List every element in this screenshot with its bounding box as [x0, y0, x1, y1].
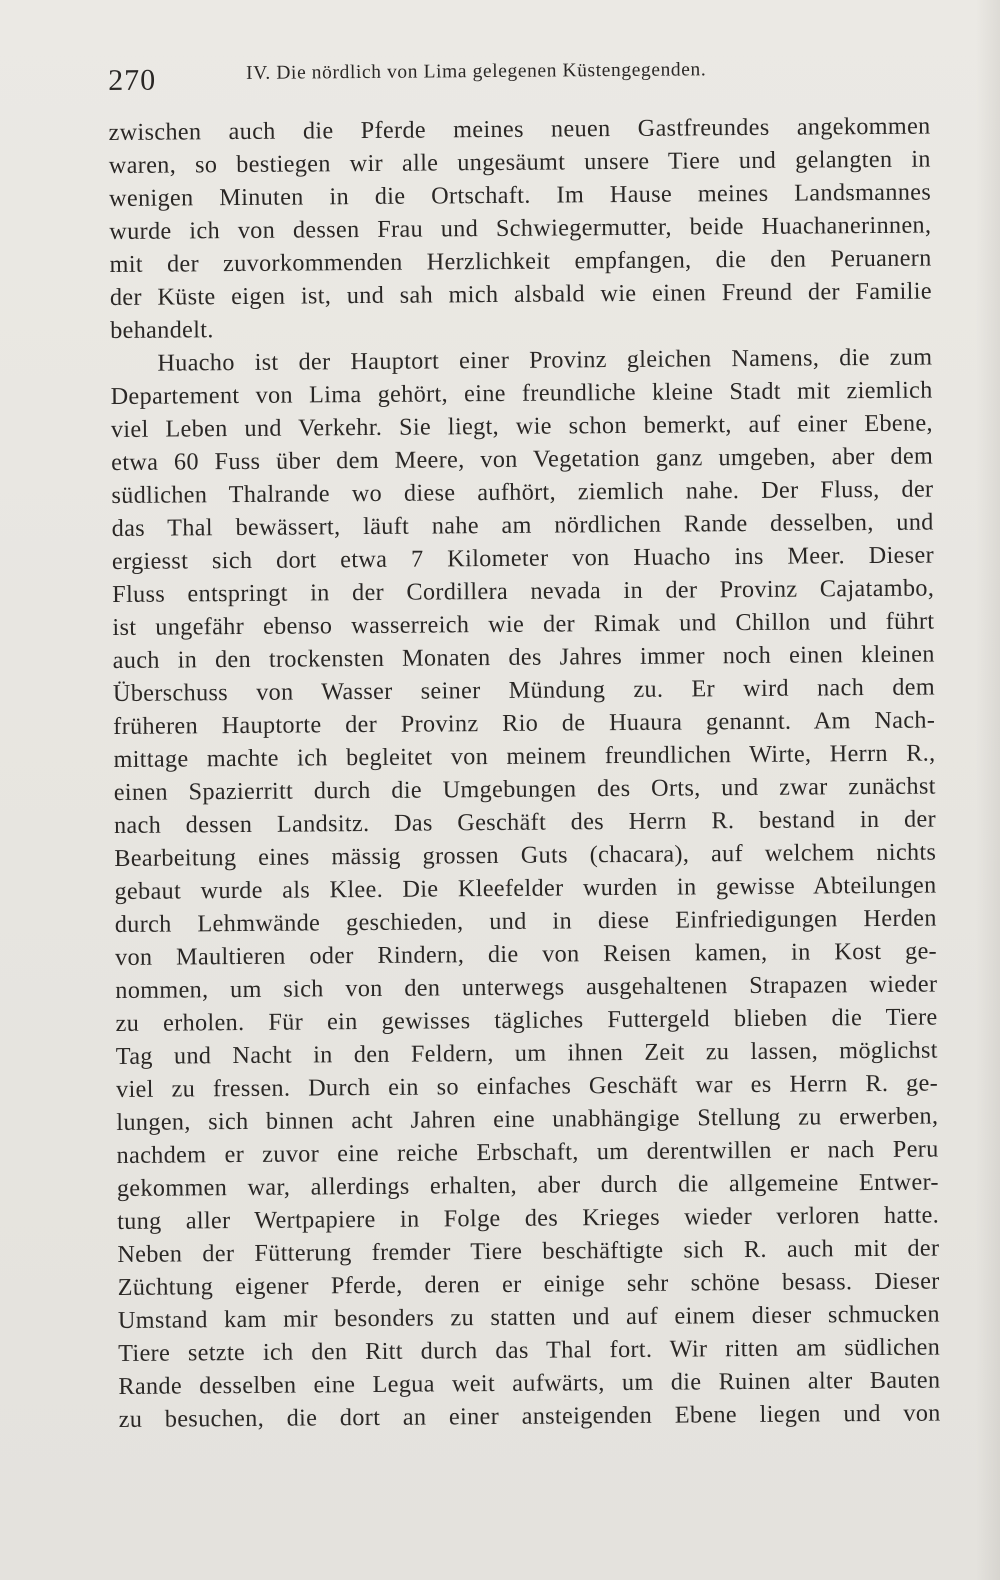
text-line: gekommen war, allerdings erhalten, aber durch die allgemeine Entwer- [116, 1168, 939, 1202]
text-line: Bearbeitung eines mässig grossen Guts (chacara), auf welchem nichts [114, 838, 937, 872]
text-line: ergiesst sich dort etwa 7 Kilometer von Huacho ins Meer. Dieser [111, 541, 935, 575]
paragraph-2 [110, 341, 942, 1580]
text-line: Züchtung eigener Pferde, deren er einige sehr schöne besass. Dieser [117, 1267, 940, 1301]
text-line: mit der zuvorkommenden Herzlichkeit empfangen, die den Peruanern [109, 244, 932, 278]
text-line: Tiere setzte ich den Ritt durch das Thal fort. Wir ritten am südlichen [118, 1333, 941, 1367]
text-line: Überschuss von Wasser seiner Mündung zu. Er wird nach dem [112, 673, 936, 707]
text-line: Departement von Lima gehört, eine freundliche kleine Stadt mit ziemlich [110, 376, 933, 410]
text-line: Neben der Fütterung fremder Tiere beschäftigte sich R. auch mit der [117, 1234, 940, 1268]
text-line: viel Leben und Verkehr. Sie liegt, wie schon bemerkt, auf einer Ebene, [110, 409, 933, 443]
text-line: früheren Hauptorte der Provinz Rio de Huaura genannt. Am Nach- [113, 706, 936, 740]
page-edge-shadow [976, 0, 1000, 1580]
running-head [108, 52, 930, 98]
text-line: Umstand kam mir besonders zu statten und auf einem dieser schmucken [117, 1300, 940, 1334]
text-line: auch in den trockensten Monaten des Jahres immer noch einen kleinen [112, 640, 935, 674]
paragraph-1 [108, 110, 932, 347]
text-line: einen Spazierritt durch die Umgebungen des Orts, und zwar zunächst [113, 772, 936, 806]
text-line: ist ungefähr ebenso wasserreich wie der Rimak und Chillon und führt [112, 607, 935, 641]
text-line: südlichen Thalrande wo diese aufhört, ziemlich nahe. Der Fluss, der [111, 475, 934, 509]
text-line: Tag und Nacht in den Feldern, um ihnen Zeit zu lassen, möglichst [115, 1036, 938, 1070]
body-text [108, 110, 942, 1580]
text-line: wurde ich von dessen Frau und Schwiegermutter, beide Huachanerinnen, [109, 211, 932, 245]
text-line: von Maultieren oder Rindern, die von Reisen kamen, in Kost ge- [114, 937, 938, 971]
text-line: der Küste eigen ist, und sah mich alsbald wie einen Freund der Familie [109, 277, 932, 311]
text-line: wenigen Minuten in die Ortschaft. Im Hause meines Landsmannes [108, 178, 932, 212]
text-line: nommen, um sich von den unterwegs ausgehaltenen Strapazen wieder [115, 970, 938, 1004]
text-line: Rande desselben eine Legua weit aufwärts, um die Ruinen alter Bauten [118, 1366, 941, 1400]
text-line: durch Lehmwände geschieden, und in diese Einfriedigungen Herden [114, 904, 937, 938]
running-title: IV. Die nördlich von Lima gelegenen Küstengegenden. [246, 59, 707, 84]
text-line: gebaut wurde als Klee. Die Kleefelder wurden in gewisse Abteilungen [114, 871, 937, 905]
text-line: etwa 60 Fuss über dem Meere, von Vegetation ganz umgeben, aber dem [111, 442, 934, 476]
text-line: das Thal bewässert, läuft nahe am nördlichen Rande desselben, und [111, 508, 934, 542]
page-number: 270 [108, 63, 157, 97]
text-line: viel zu fressen. Durch ein so einfaches Geschäft war es Herrn R. ge- [115, 1069, 939, 1103]
text-line: Huacho ist der Hauptort einer Provinz gleichen Namens, die zum [157, 343, 933, 377]
text-line: lungen, sich binnen acht Jahren eine unabhängige Stellung zu erwerben, [116, 1102, 939, 1136]
text-line: zwischen auch die Pferde meines neuen Gastfreundes angekommen [108, 112, 931, 146]
text-line: Fluss entspringt in der Cordillera nevada in der Provinz Cajatambo, [112, 574, 935, 608]
text-line: nach dessen Landsitz. Das Geschäft des Herrn R. bestand in der [113, 805, 937, 839]
text-line: waren, so bestiegen wir alle ungesäumt unsere Tiere und gelangten in [108, 145, 931, 179]
text-line: tung aller Wertpapiere in Folge des Krieges wieder verloren hatte. [117, 1201, 940, 1235]
text-line: nachdem er zuvor eine reiche Erbschaft, um derentwillen er nach Peru [116, 1135, 939, 1169]
text-line: behandelt. [110, 316, 214, 344]
text-line: mittage machte ich begleitet von meinem freundlichen Wirte, Herrn R., [113, 739, 936, 773]
text-line: zu besuchen, die dort an einer ansteigenden Ebene liegen und von [118, 1399, 941, 1433]
page-content [108, 52, 942, 1580]
text-line: zu erholen. Für ein gewisses tägliches Futtergeld blieben die Tiere [115, 1003, 938, 1037]
